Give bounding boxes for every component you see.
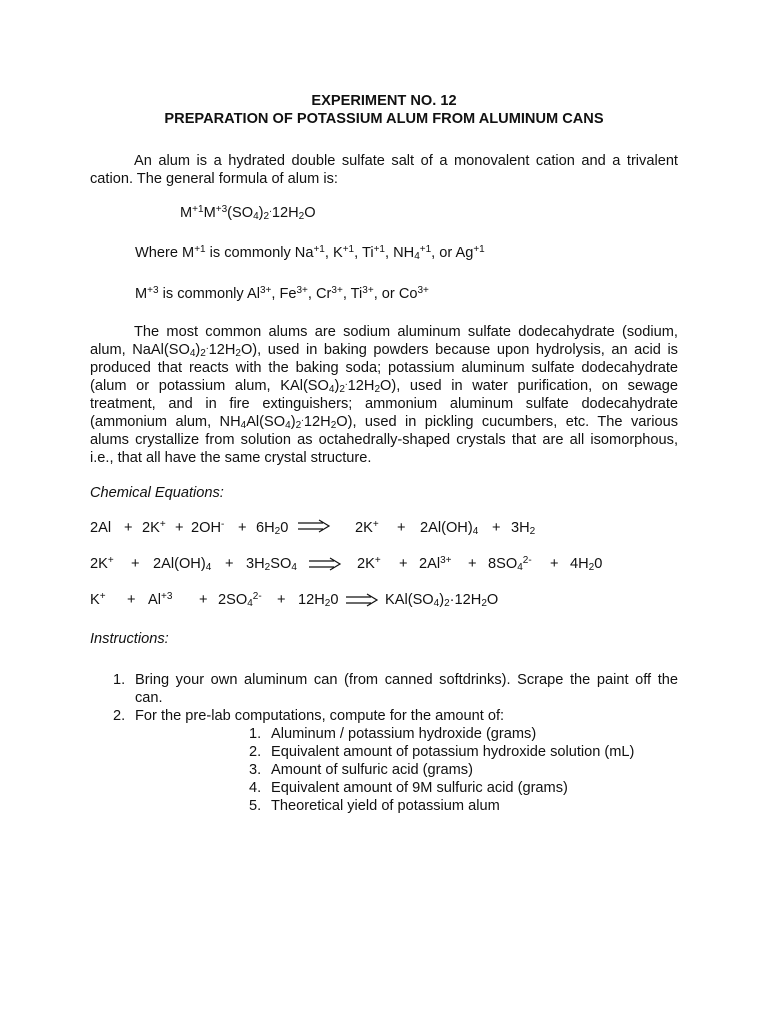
general-formula: $M^{+1}M^{+3}(SO_4)_2^.12H_2O$ bbox=[180, 204, 316, 222]
intro-line-2: cation. The general formula of alum is: bbox=[90, 171, 338, 187]
chemical-equations-heading: Chemical Equations: bbox=[90, 485, 224, 501]
intro-paragraph bbox=[90, 152, 678, 188]
body-line-3: produced that reacts with the baking soda; potassium aluminum sulfate dodecahydrate bbox=[90, 360, 678, 376]
instruction-text: For the pre-lab computations, compute for the amount of: bbox=[135, 708, 505, 724]
reaction-arrow-icon bbox=[297, 519, 331, 533]
body-line-8: i.e., that all have the same crystal structure. bbox=[90, 450, 372, 466]
reaction-arrow-icon bbox=[308, 557, 342, 571]
body-line-2: alum, $NaAl(SO_4)_2^.12H_2O$), used in baking powders because upon hydrolysis, an acid is bbox=[90, 341, 678, 359]
body-line-1: The most common alums are sodium aluminum sulfate dodecahydrate (sodium, bbox=[134, 324, 678, 340]
instruction-text-continued: can. bbox=[135, 690, 163, 706]
instruction-text: Bring your own aluminum can (from canned softdrinks). Scrape the paint off the bbox=[135, 672, 678, 688]
list-item: Theoretical yield of potassium alum bbox=[271, 798, 500, 814]
list-item: Equivalent amount of potassium hydroxide solution (mL) bbox=[271, 744, 635, 760]
body-line-7: alums crystallize from solution as octahedrally-shaped crystals that are all isomorphous, bbox=[90, 432, 678, 448]
list-item: Aluminum / potassium hydroxide (grams) bbox=[271, 726, 537, 742]
instructions-heading: Instructions: bbox=[90, 631, 169, 647]
monovalent-cations-line: Where $M^{+1}$ is commonly $Na^{+1}$, $K^{+1}$, $Ti^{+1}$, $NH_4^{+1}$, or $Ag^{+1}$ bbox=[135, 244, 485, 262]
body-line-4: (alum or potassium alum, $KAl(SO_4)_2^.12H_2O$), used in water purification, on sewage bbox=[90, 377, 678, 395]
reaction-arrow-icon bbox=[345, 593, 379, 607]
intro-line-1: An alum is a hydrated double sulfate salt of a monovalent cation and a trivalent bbox=[134, 153, 678, 169]
list-item: Equivalent amount of 9M sulfuric acid (grams) bbox=[271, 780, 568, 796]
alums-paragraph bbox=[90, 323, 678, 467]
trivalent-cations-line: $M^{+3}$ is commonly $Al^{3+}$, $Fe^{3+}$, $Cr^{3+}$, $Ti^{3+}$, or $Co^{3+}$ bbox=[135, 285, 429, 302]
body-line-5: treatment, and in fire extinguishers; ammonium aluminum sulfate dodecahydrate bbox=[90, 396, 678, 412]
body-line-6: (ammonium alum, $NH_4Al(SO_4)_2^.12H_2O$), used in pickling cucumbers, etc. The various bbox=[90, 413, 678, 431]
list-item: Amount of sulfuric acid (grams) bbox=[271, 762, 473, 778]
page-title: PREPARATION OF POTASSIUM ALUM FROM ALUMINUM CANS bbox=[164, 111, 604, 127]
experiment-number: EXPERIMENT NO. 12 bbox=[311, 93, 457, 109]
